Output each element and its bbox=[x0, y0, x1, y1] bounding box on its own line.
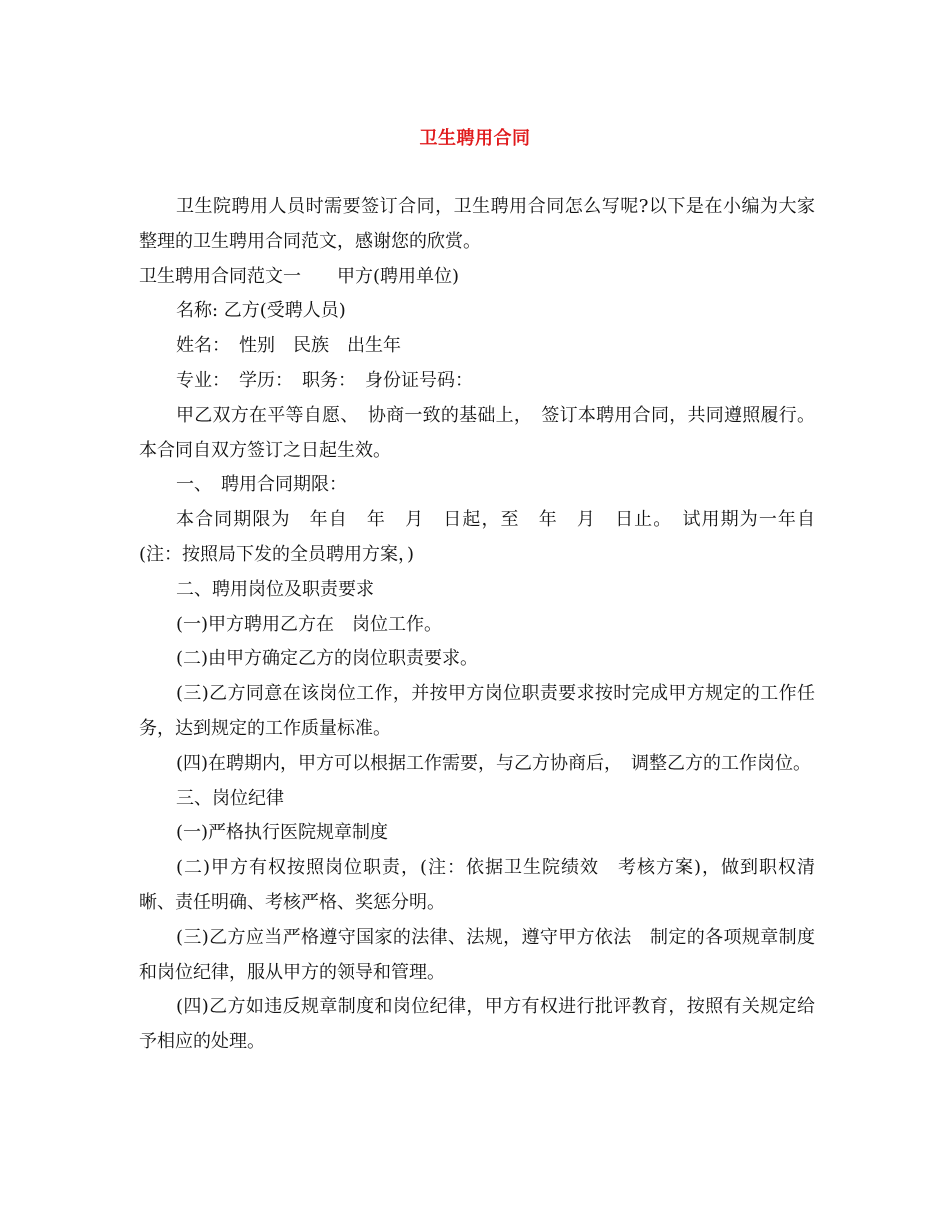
clause-2-1: (一)甲方聘用乙方在 岗位工作。 bbox=[176, 613, 443, 635]
section-1-heading: 一、 聘用合同期限： bbox=[176, 474, 347, 496]
clause-3-4: (四)乙方如违反规章制度和岗位纪律，甲方有权进行批评教育，按照有关规定给予相应的处理。 bbox=[139, 996, 815, 1053]
section-2-heading: 二、聘用岗位及职责要求 bbox=[176, 578, 374, 600]
agreement-paragraph: 甲乙双方在平等自愿、 协商一致的基础上， 签订本聘用合同，共同遵照履行。本合同自双方签订之日起生效。 bbox=[139, 404, 815, 461]
qualification-line: 专业： 学历： 职务： 身份证号码： bbox=[176, 369, 473, 391]
section-3-heading: 三、岗位纪律 bbox=[176, 787, 284, 809]
clause-3-3: (三)乙方应当严格遵守国家的法律、法规，遵守甲方依法 制定的各项规章制度和岗位纪律，服从甲方的领导和管理。 bbox=[139, 926, 815, 983]
document-body bbox=[139, 190, 833, 1060]
clause-2-3: (三)乙方同意在该岗位工作，并按甲方岗位职责要求按时完成甲方规定的工作任务，达到规定的工作质量标准。 bbox=[139, 683, 815, 739]
clause-3-2: (二)甲方有权按照岗位职责，(注：依据卫生院绩效 考核方案)，做到职权清晰、责任明确、考核严格、奖惩分明。 bbox=[139, 857, 815, 913]
clause-2-4: (四)在聘期内，甲方可以根据工作需要，与乙方协商后， 调整乙方的工作岗位。 bbox=[176, 752, 812, 774]
intro-paragraph: 卫生院聘用人员时需要签订合同，卫生聘用合同怎么写呢?以下是在小编为大家整理的卫生聘用合同范文，感谢您的欣赏。 bbox=[139, 196, 815, 252]
term-paragraph: 本合同期限为 年自 年 月 日起，至 年 月 日止。 试用期为一年自 (注：按照局下发的全员聘用方案，) bbox=[139, 509, 833, 565]
personal-info-line: 姓名： 性别 民族 出生年 bbox=[176, 335, 401, 357]
sample-heading-party-a: 卫生聘用合同范文一 甲方(聘用单位) bbox=[139, 265, 460, 287]
clause-3-1: (一)严格执行医院规章制度 bbox=[176, 822, 389, 844]
party-name-line: 名称: 乙方(受聘人员) bbox=[176, 300, 346, 322]
document-title: 卫生聘用合同 bbox=[419, 128, 531, 149]
clause-2-2: (二)由甲方确定乙方的岗位职责要求。 bbox=[176, 648, 479, 670]
